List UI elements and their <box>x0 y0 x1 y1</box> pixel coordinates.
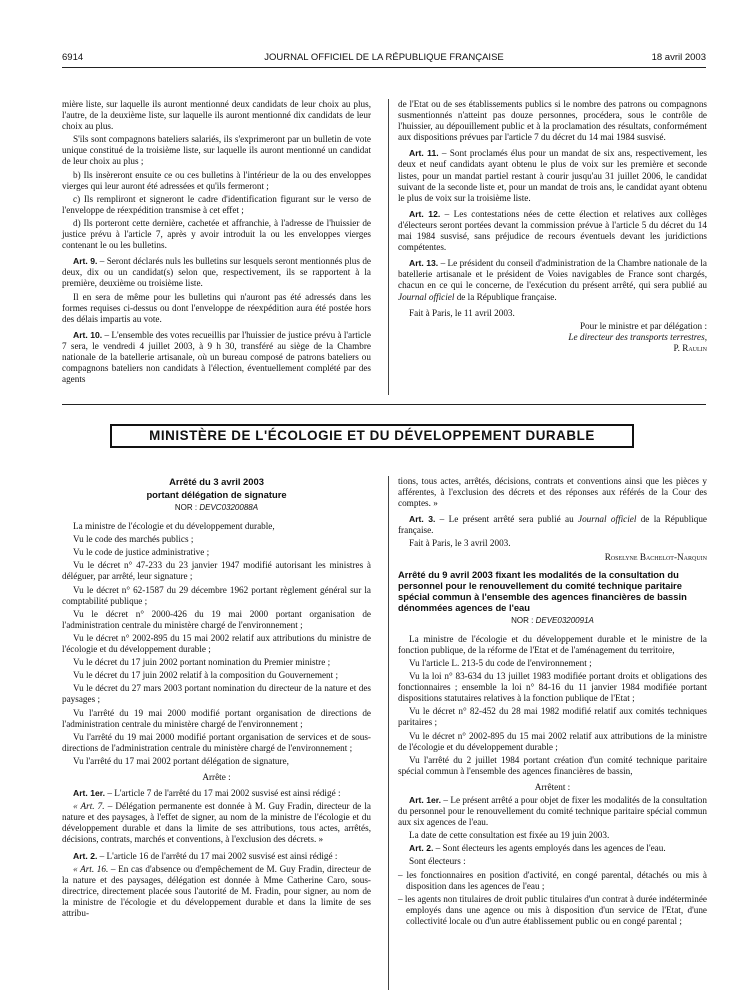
ministry-banner: MINISTÈRE DE L'ÉCOLOGIE ET DU DÉVELOPPEMENT DURABLE <box>110 424 634 448</box>
paragraph: La ministre de l'écologie et du développement durable, <box>73 521 275 532</box>
paragraph: La date de cette consultation est fixée au 19 juin 2003. <box>409 830 610 841</box>
list-item: – les agents non titulaires de droit public titulaires d'un contrat à durée indéterminée employés dans une agence ou mis à disposition d'un service de l'Etat, d'une collectivité locale ou d'un autre établissement public ou en congé parental ; <box>398 893 707 926</box>
article-9 <box>62 256 371 289</box>
list-item: Vu le code des marchés publics ; <box>73 534 194 545</box>
list-item: Vu l'arrêté du 19 mai 2000 modifié portant organisation de services et de sous-directions de l'administration centrale du ministère chargé de l'environnement ; <box>62 731 371 753</box>
list-item: Vu la loi n° 83-634 du 13 juillet 1983 modifiée portant droits et obligations des fonctionnaires ; ensemble la loi n° 84-16 du 11 janvier 1984 modifiée portant dispositions statutaires relatives à la fonction publique de l'Etat ; <box>398 671 707 704</box>
section-rule <box>62 404 706 405</box>
article-10 <box>62 330 371 385</box>
signatory-name: P. Raulin <box>673 342 707 353</box>
article-text: – Délégation permanente est donnée à M. Guy Fradin, directeur de la nature et des paysages, à l'effet de signer, au nom de la ministre de l'écologie et du développement durable et dans la limite de ses attributions, tous actes, arrêtés, décisions, contrats, marchés et conventions, à l'exclusion des décrets. » <box>62 801 371 845</box>
elector-list <box>398 870 707 927</box>
list-item: Vu l'article L. 213-5 du code de l'environnement ; <box>409 657 592 668</box>
article-label: Art. 10. <box>73 329 103 340</box>
bottom-right-column <box>398 476 707 929</box>
list-item: – les fonctionnaires en position d'activité, en congé parental, détachés ou mis à disposition dans les agences de l'eau ; <box>398 869 707 891</box>
article-text: – Le présent arrêté sera publié au <box>435 514 578 525</box>
paragraph: La ministre de l'écologie et du développement durable et le ministre de la fonction publique, de la réforme de l'Etat et de l'aménagement du territoire, <box>398 633 707 655</box>
decree-subtitle: portant délégation de signature <box>146 489 287 500</box>
running-header <box>62 52 706 66</box>
signature-title: Le directeur des transports terrestres, <box>568 331 707 342</box>
visa-list <box>62 534 371 767</box>
article-1 <box>62 788 371 799</box>
top-left-column <box>62 99 371 387</box>
column-divider <box>388 476 389 990</box>
paragraph: Il en sera de même pour les bulletins qui n'auront pas été adressés dans les formes requises ci-dessus ou dont l'enveloppe de réexpédition aura été postée hors des délais impartis au vote. <box>62 291 371 324</box>
article-text: de la République française. <box>454 291 557 302</box>
fait-a-paris: Fait à Paris, le 3 avril 2003. <box>409 538 511 549</box>
arrete-heading: Arrête : <box>202 771 231 782</box>
article-label: Art. 1er. <box>409 794 442 805</box>
paragraph: S'ils sont compagnons bateliers salariés, ils s'exprimeront par un bulletin de vote unique constitué de la troisième liste, sur laquelle ils auront mentionné un candidat de leur choix au plus ; <box>62 134 371 167</box>
quoted-article-7 <box>62 801 371 845</box>
article-text: – L'article 16 de l'arrêté du 17 mai 2002 susvisé est ainsi rédigé : <box>97 850 338 861</box>
header-rule <box>62 67 706 68</box>
signatory-name: Roselyne Bachelot-Narquin <box>604 551 707 562</box>
nor-reference <box>62 502 371 513</box>
nor-label: NOR : <box>174 503 200 512</box>
paragraph: d) Ils porteront cette dernière, cachetée et affranchie, à l'adresse de l'huissier de justice prévu à l'article 7, après y avoir introduit la ou les enveloppes vierges contenant le ou les bulletins. <box>62 217 371 251</box>
paragraph: c) Ils rempliront et signeront le cadre d'identification figurant sur le verso de l'enveloppe de réexpédition transmise à cet effet ; <box>62 193 371 215</box>
article-text: – Le président du conseil d'administration de la Chambre nationale de la batellerie artisanale et le président de Voies navigables de France sont chargés, chacun en ce qui le concerne, de l'exécution du présent arrêté, qui sera publié au <box>398 258 707 291</box>
article-label: « Art. 7. <box>73 801 105 812</box>
article-label: Art. 9. <box>73 256 98 267</box>
article-text: – Seront déclarés nuls les bulletins sur lesquels seront mentionnés plus de deux, dix ou un candidat(s) selon que, respectivement, ils se rapportent à la première, deuxième ou troisième liste. <box>62 256 371 289</box>
article-13 <box>398 258 707 302</box>
list-item: Vu le décret du 17 juin 2002 relatif à la composition du Gouvernement ; <box>73 670 339 681</box>
decree-title: Arrêté du 9 avril 2003 fixant les modalités de la consultation du personnel pour le renouvellement du comité technique paritaire spécial commun à l'ensemble des agences financières de bassin dénommées agences de l'eau <box>398 568 687 613</box>
article-label: Art. 3. <box>409 514 436 525</box>
paragraph: b) Ils insèreront ensuite ce ou ces bulletins à l'intérieur de la ou des enveloppes vierges qui leur auront été adressées et qu'ils fermeront ; <box>62 169 371 191</box>
article-12 <box>398 209 707 253</box>
article-label: Art. 13. <box>409 258 439 269</box>
column-divider <box>388 99 389 395</box>
article-text: – En cas d'absence ou d'empêchement de M. Guy Fradin, directeur de la nature et des paysages, délégation est donnée à Mme Catherine Caro, sous-directrice, directement placée sous l'autorité de M. Fradin, pour signer, au nom de la ministre de l'écologie et du développement durable et dans la limite de ses attribu- <box>62 863 371 918</box>
article-text: – Sont proclamés élus pour un mandat de six ans, respectivement, les deux et neuf candidats ayant obtenu le plus de voix sur les première et seconde listes, pour un mandat partiel restant à courir jusqu'au 31 juillet 2006, le candidat suivant de la seconde liste et, pour un mandat de trois ans, le candidat ayant obtenu le plus de voix sur la troisième liste. <box>398 148 707 203</box>
article-2 <box>62 851 371 862</box>
bottom-left-column <box>62 476 371 921</box>
top-right-column <box>398 99 707 354</box>
list-item: Vu le décret n° 82-452 du 28 mai 1982 modifié relatif aux comités techniques paritaires ; <box>398 706 707 728</box>
article-text: – L'ensemble des votes recueillis par l'huissier de justice prévu à l'article 7 sera, le vendredi 4 juillet 2003, à 9 h 30, transféré au siège de la Chambre nationale de la batellerie artisanale, où un bureau composé de patrons bateliers ou compagnons bateliers non candidats à l'élection, éventuellement complété par des agents <box>62 329 372 385</box>
list-item: Vu l'arrêté du 17 mai 2002 portant délégation de signature, <box>73 755 289 766</box>
list-item: Vu l'arrêté du 19 mai 2000 modifié portant organisation de directions de l'administration centrale du ministère chargé de l'environnement ; <box>62 707 371 729</box>
visa-list <box>398 658 707 777</box>
list-item: Vu le décret n° 2002-895 du 15 mai 2002 relatif aux attributions de la ministre de l'écologie et du développement durable ; <box>398 730 707 752</box>
issue-date: 18 avril 2003 <box>651 52 706 63</box>
journal-name: Journal officiel <box>578 514 637 525</box>
article-3 <box>398 514 707 536</box>
article-label: « Art. 16. <box>73 863 109 874</box>
article-2 <box>398 843 707 854</box>
list-item: Vu le décret n° 47-233 du 23 janvier 1947 modifié autorisant les ministres à déléguer, par arrêté, leur signature ; <box>62 560 371 582</box>
arretent-heading: Arrêtent : <box>534 781 571 792</box>
list-item: Vu le décret n° 2000-426 du 19 mai 2000 portant organisation de l'administration centrale du ministère chargé de l'environnement ; <box>62 608 371 630</box>
quoted-article-16 <box>62 864 371 919</box>
article-label: Art. 12. <box>409 208 441 219</box>
nor-label: NOR : <box>511 615 536 625</box>
article-1 <box>398 795 707 828</box>
article-11 <box>398 148 707 203</box>
paragraph: Sont électeurs : <box>409 856 466 867</box>
article-label: Art. 2. <box>409 843 434 854</box>
list-item: Vu le décret n° 2002-895 du 15 mai 2002 relatif aux attributions du ministre de l'écologie et du développement durable ; <box>62 632 371 655</box>
paragraph: mière liste, sur laquelle ils auront mentionné deux candidats de leur choix au plus, l'autre, de la deuxième liste, sur laquelle ils auront mentionné dix candidats de leur choix au plus. <box>62 99 371 132</box>
article-label: Art. 11. <box>409 148 439 159</box>
article-text: de la République française. <box>398 514 707 536</box>
article-text: – Les contestations nées de cette élection et relatives aux collèges d'électeurs seront portées devant la commission prévue à l'article 5 du décret du 14 mai 1984 susvisé, sans préjudice de recours éventuels devant les juridictions compétentes. <box>398 208 707 253</box>
article-label: Art. 2. <box>73 850 98 861</box>
page-number: 6914 <box>62 52 84 63</box>
signature-line: Pour le ministre et par délégation : <box>579 320 707 331</box>
paragraph: tions, tous actes, arrêtés, décisions, contrats et conventions ainsi que les pièces y afférentes, à l'exclusion des décrets et des réponses aux référés de la Cour des comptes. » <box>398 476 707 509</box>
fait-a-paris: Fait à Paris, le 11 avril 2003. <box>409 307 515 318</box>
list-item: Vu le décret du 27 mars 2003 portant nomination du directeur de la nature et des paysages ; <box>62 683 371 705</box>
list-item: Vu le décret du 17 juin 2002 portant nomination du Premier ministre ; <box>73 657 331 668</box>
paragraph: de l'Etat ou de ses établissements publics si le nombre des patrons ou compagnons susmentionnés n'atteint pas douze personnes, procédera, sous le contrôle de l'huissier, au dépouillement public et à la proclamation des résultats, conformément aux dispositions prévues par l'article 7 du décret du 14 mai 1984 susvisé. <box>398 99 707 143</box>
article-text: – Sont électeurs les agents employés dans les agences de l'eau. <box>433 843 666 854</box>
nor-reference <box>398 615 707 626</box>
article-text: – L'article 7 de l'arrêté du 17 mai 2002 susvisé est ainsi rédigé : <box>105 788 341 799</box>
list-item: Vu le décret n° 62-1587 du 29 décembre 1962 portant règlement général sur la comptabilité publique ; <box>62 584 371 606</box>
list-item: Vu l'arrêté du 2 juillet 1984 portant création d'un comité technique paritaire spécial commun à l'ensemble des agences financières de bassin, <box>398 754 707 776</box>
journal-title: JOURNAL OFFICIEL DE LA RÉPUBLIQUE FRANÇAISE <box>264 52 504 63</box>
nor-code: DEVE0320091A <box>535 615 594 625</box>
nor-code: DEVC0320088A <box>199 503 259 512</box>
list-item: Vu le code de justice administrative ; <box>73 547 210 558</box>
journal-name: Journal officiel <box>398 291 455 302</box>
article-text: – Le présent arrêté a pour objet de fixer les modalités de la consultation du personnel pour le renouvellement du comité technique paritaire spécial commun aux six agences de l'eau. <box>398 794 707 828</box>
article-label: Art. 1er. <box>73 788 106 799</box>
decree-title: Arrêté du 3 avril 2003 <box>169 476 264 487</box>
